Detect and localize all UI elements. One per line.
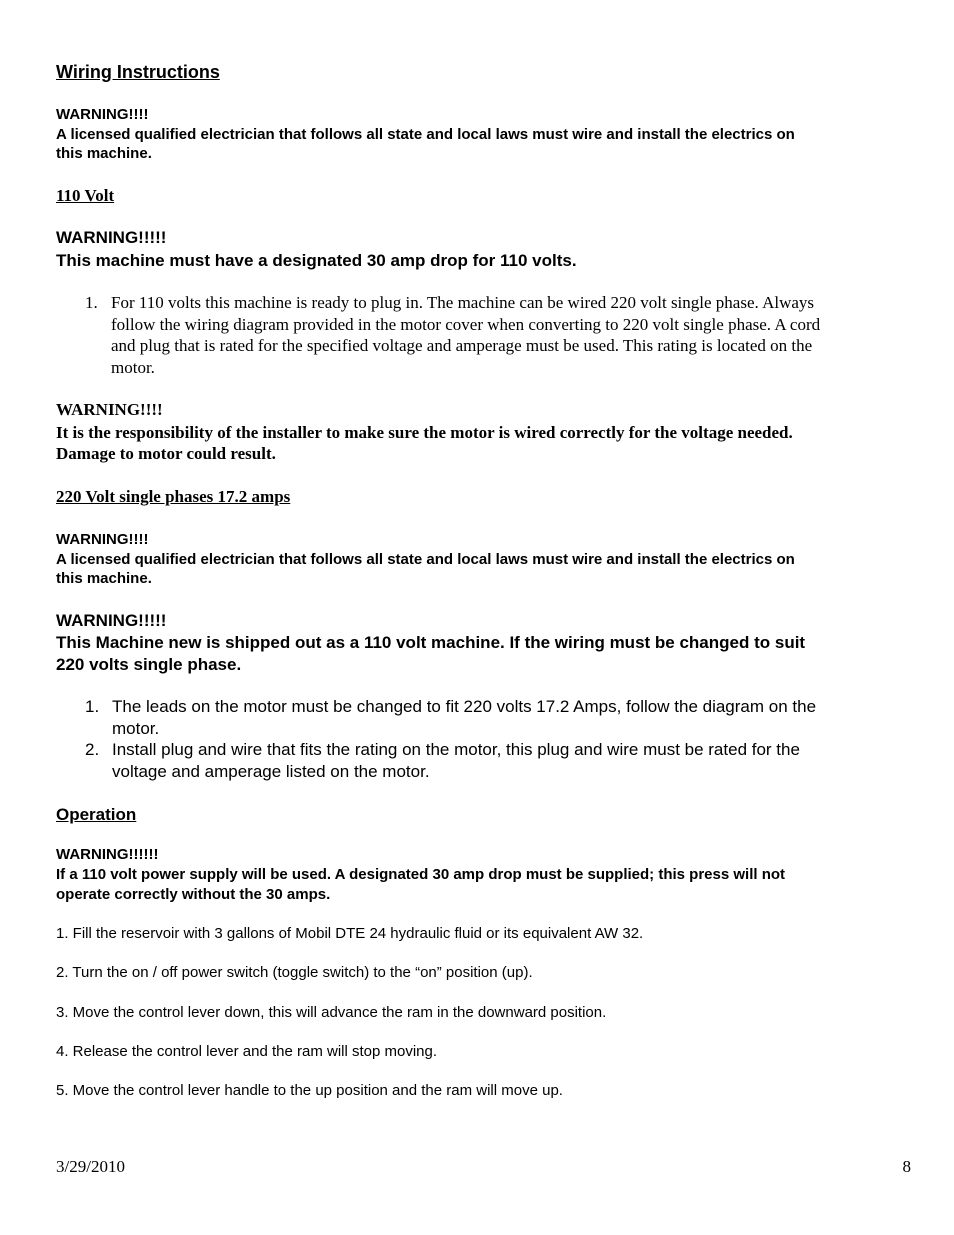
warning-title: WARNING!!!!!! <box>56 846 159 863</box>
list-item-line: The leads on the motor must be changed to fit 220 volts 17.2 Amps, follow the diagram on the <box>112 697 817 716</box>
footer-date: 3/29/2010 <box>56 1157 125 1176</box>
operation-step: 4. Release the control lever and the ram will stop moving. <box>56 1043 438 1060</box>
warning-text-line: A licensed qualified electrician that follows all state and local laws must wire and install the electrics on <box>56 551 795 568</box>
warning-text-line: This machine must have a designated 30 amp drop for 110 volts. <box>56 251 577 270</box>
warning-title: WARNING!!!!! <box>56 228 167 247</box>
page-number: 8 <box>902 1157 911 1176</box>
list-item-line: For 110 volts this machine is ready to plug in. The machine can be wired 220 volt single phase. Always <box>111 293 815 312</box>
list-item-number: 1. <box>85 293 98 312</box>
warning-text-line: operate correctly without the 30 amps. <box>56 886 331 903</box>
list-item-line: and plug that is rated for the specified voltage and amperage must be used. This rating is located on the <box>111 336 813 355</box>
list-item-number: 1. <box>85 697 100 716</box>
list-item-number: 2. <box>85 740 100 759</box>
110-volt-heading: 110 Volt <box>56 186 115 205</box>
warning-title: WARNING!!!! <box>56 400 163 419</box>
warning-text-line: It is the responsibility of the installer to make sure the motor is wired correctly for the voltage needed. <box>56 423 793 442</box>
warning-title: WARNING!!!! <box>56 106 149 123</box>
list-item-line: motor. <box>111 358 155 377</box>
list-item-line: follow the wiring diagram provided in the motor cover when converting to 220 volt single phase. A cord <box>111 315 821 334</box>
list-item-line: motor. <box>112 719 160 738</box>
warning-title: WARNING!!!!! <box>56 611 167 630</box>
220-volt-heading: 220 Volt single phases 17.2 amps <box>56 487 291 506</box>
operation-heading: Operation <box>56 805 137 824</box>
warning-text-line: Damage to motor could result. <box>56 444 276 463</box>
wiring-instructions-heading: Wiring Instructions <box>56 62 220 82</box>
warning-text-line: A licensed qualified electrician that follows all state and local laws must wire and install the electrics on <box>56 126 795 143</box>
operation-step: 2. Turn the on / off power switch (toggle switch) to the “on” position (up). <box>56 964 533 981</box>
operation-step: 1. Fill the reservoir with 3 gallons of Mobil DTE 24 hydraulic fluid or its equivalent AW 32. <box>56 925 644 942</box>
operation-step: 5. Move the control lever handle to the up position and the ram will move up. <box>56 1082 563 1099</box>
warning-text-line: this machine. <box>56 145 152 162</box>
list-item-line: Install plug and wire that fits the rating on the motor, this plug and wire must be rated for the <box>112 740 800 759</box>
warning-text-line: this machine. <box>56 570 152 587</box>
list-item-line: voltage and amperage listed on the motor. <box>112 762 430 781</box>
operation-step: 3. Move the control lever down, this will advance the ram in the downward position. <box>56 1004 607 1021</box>
warning-text-line: 220 volts single phase. <box>56 655 242 674</box>
warning-text-line: If a 110 volt power supply will be used. A designated 30 amp drop must be supplied; this press will not <box>56 866 786 883</box>
warning-text-line: This Machine new is shipped out as a 110 volt machine. If the wiring must be changed to suit <box>56 633 806 652</box>
warning-title: WARNING!!!! <box>56 531 149 548</box>
